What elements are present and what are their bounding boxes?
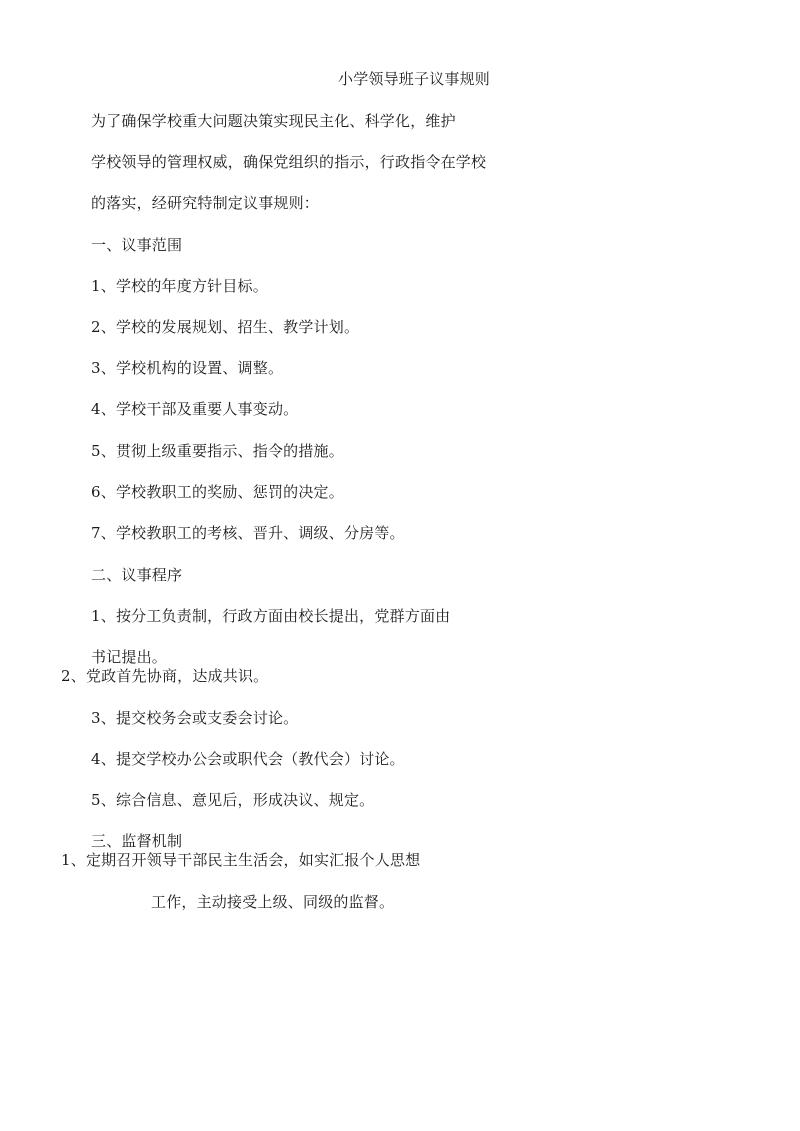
supervision-item-1-cont: 工作，主动接受上级、同级的监督。 <box>151 893 395 911</box>
scope-item-5: 5、贯彻上级重要指示、指令的措施。 <box>91 442 344 460</box>
scope-item-1: 1、学校的年度方针目标。 <box>91 277 268 295</box>
section-heading-scope: 一、议事范围 <box>91 236 183 254</box>
intro-line-2: 学校领导的管理权威，确保党组织的指示，行政指令在学校 <box>91 153 487 171</box>
scope-item-7: 7、学校教职工的考核、晋升、调级、分房等。 <box>91 524 405 542</box>
procedure-item-1-cont: 书记提出。 <box>91 648 168 666</box>
scope-item-3: 3、学校机构的设置、调整。 <box>91 359 284 377</box>
section-heading-supervision: 三、监督机制 <box>91 832 183 850</box>
procedure-item-1: 1、按分工负责制，行政方面由校长提出，党群方面由 <box>91 607 451 625</box>
procedure-item-4: 4、提交学校办公会或职代会（教代会）讨论。 <box>91 750 405 768</box>
section-heading-procedure: 二、议事程序 <box>91 566 183 584</box>
scope-item-2: 2、学校的发展规划、招生、教学计划。 <box>91 318 360 336</box>
procedure-item-2: 2、党政首先协商，达成共识。 <box>61 667 269 685</box>
intro-line-1: 为了确保学校重大问题决策实现民主化、科学化，维护 <box>91 112 456 130</box>
intro-line-3: 的落实，经研究特制定议事规则： <box>91 194 320 212</box>
procedure-item-3: 3、提交校务会或支委会讨论。 <box>91 709 299 727</box>
document-title: 小学领导班子议事规则 <box>338 70 491 88</box>
supervision-item-1: 1、定期召开领导干部民主生活会，如实汇报个人思想 <box>61 851 421 869</box>
scope-item-6: 6、学校教职工的奖励、惩罚的决定。 <box>91 483 344 501</box>
scope-item-4: 4、学校干部及重要人事变动。 <box>91 400 299 418</box>
procedure-item-5: 5、综合信息、意见后，形成决议、规定。 <box>91 791 375 809</box>
